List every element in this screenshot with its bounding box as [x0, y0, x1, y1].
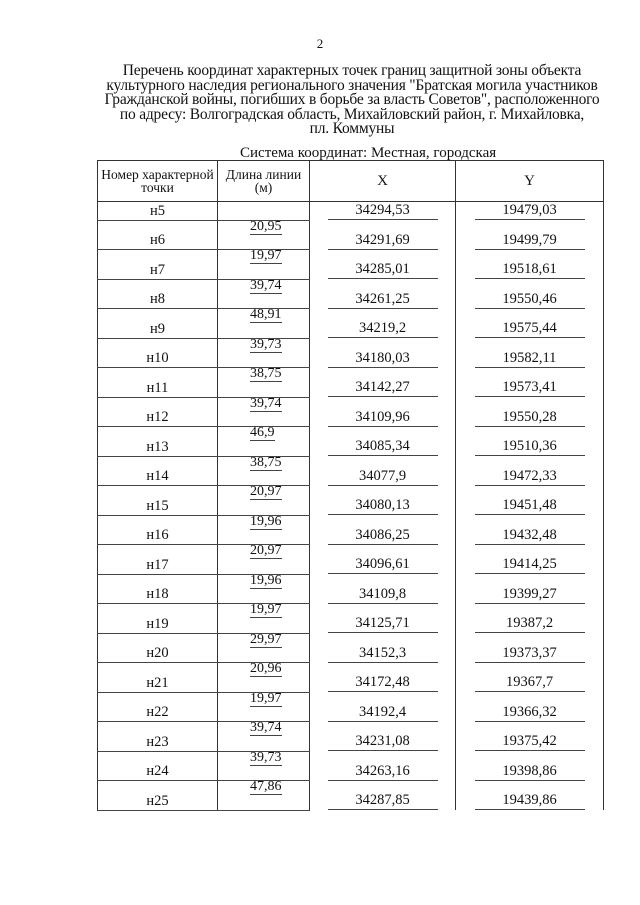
segment-blank — [98, 397, 218, 409]
point-x-cell — [310, 527, 456, 545]
point-y: 19399,27 — [475, 586, 585, 604]
segment-blank — [310, 486, 456, 498]
point-name: н7 — [98, 261, 218, 279]
segment-blank — [456, 279, 604, 291]
point-name: н9 — [98, 320, 218, 338]
segment-blank — [456, 515, 604, 527]
segment-length: 19,97 — [250, 690, 282, 706]
point-x-cell — [310, 320, 456, 338]
point-y: 19387,2 — [475, 615, 585, 633]
point-row — [98, 261, 604, 279]
coordinates-table-body — [98, 202, 604, 811]
header-point-number: Номер характерной точки — [98, 161, 218, 202]
point-row — [98, 674, 604, 692]
segment-blank — [98, 309, 218, 321]
segment-length: 20,95 — [250, 218, 282, 234]
point-name: н8 — [98, 291, 218, 309]
segment-length-cell — [218, 751, 310, 763]
point-name: н20 — [98, 645, 218, 663]
point-y: 19398,86 — [475, 763, 585, 781]
segment-row — [98, 279, 604, 291]
segment-blank — [310, 515, 456, 527]
point-y-cell — [456, 733, 604, 751]
segment-length-cell — [218, 456, 310, 468]
segment-blank — [310, 456, 456, 468]
point-x: 34192,4 — [328, 704, 438, 722]
point-name: н10 — [98, 350, 218, 368]
point-y: 19414,25 — [475, 556, 585, 574]
point-row — [98, 645, 604, 663]
segment-length-cell — [218, 309, 310, 321]
segment-length: 20,96 — [250, 661, 282, 676]
segment-row — [98, 574, 604, 586]
point-x-cell — [310, 556, 456, 574]
segment-blank — [310, 751, 456, 763]
point-y-cell — [456, 763, 604, 781]
segment-blank — [98, 486, 218, 498]
point-x-cell — [310, 438, 456, 456]
point-row — [98, 497, 604, 515]
segment-row — [98, 633, 604, 645]
point-x: 34231,08 — [328, 733, 438, 751]
point-row — [98, 468, 604, 486]
segment-blank — [456, 692, 604, 704]
point-x: 34109,8 — [328, 586, 438, 604]
segment-length: 39,74 — [250, 720, 282, 735]
point-y: 19375,42 — [475, 733, 585, 751]
point-x: 34080,13 — [328, 497, 438, 515]
segment-blank — [456, 368, 604, 380]
segment-row — [98, 309, 604, 321]
segment-length-cell — [218, 604, 310, 616]
point-y-cell — [456, 645, 604, 663]
segment-blank — [98, 250, 218, 262]
point-y-cell — [456, 704, 604, 722]
table-header-row — [98, 161, 604, 202]
point-y-cell — [456, 350, 604, 368]
point-length-cell — [218, 202, 310, 221]
point-x: 34109,96 — [328, 409, 438, 427]
point-row — [98, 320, 604, 338]
point-row — [98, 615, 604, 633]
segment-blank — [456, 309, 604, 321]
point-y-cell — [456, 792, 604, 810]
point-row — [98, 586, 604, 604]
segment-row — [98, 486, 604, 498]
point-y-cell — [456, 232, 604, 250]
point-row — [98, 350, 604, 368]
segment-blank — [456, 633, 604, 645]
point-x: 34263,16 — [328, 763, 438, 781]
segment-length: 29,97 — [250, 631, 282, 647]
segment-length: 20,97 — [250, 543, 282, 558]
point-name: н19 — [98, 615, 218, 633]
segment-row — [98, 751, 604, 763]
point-y: 19432,48 — [475, 527, 585, 545]
segment-blank — [310, 545, 456, 557]
point-x: 34291,69 — [328, 232, 438, 250]
segment-blank — [310, 309, 456, 321]
segment-length: 19,97 — [250, 248, 282, 263]
point-x-cell — [310, 674, 456, 692]
point-y: 19550,46 — [475, 291, 585, 309]
point-name: н16 — [98, 527, 218, 545]
segment-blank — [98, 279, 218, 291]
segment-row — [98, 663, 604, 675]
point-x-cell — [310, 468, 456, 486]
segment-blank — [310, 220, 456, 232]
point-row — [98, 379, 604, 397]
segment-length: 39,74 — [250, 395, 282, 411]
point-y-cell — [456, 556, 604, 574]
point-x-cell — [310, 586, 456, 604]
segment-row — [98, 338, 604, 350]
coordinates-table — [97, 160, 604, 811]
point-name: н22 — [98, 704, 218, 722]
segment-blank — [310, 604, 456, 616]
segment-row — [98, 515, 604, 527]
segment-blank — [98, 220, 218, 232]
point-y: 19575,44 — [475, 320, 585, 338]
point-x: 34294,53 — [328, 202, 438, 220]
point-y-cell — [456, 320, 604, 338]
point-x: 34125,71 — [328, 615, 438, 633]
segment-length: 48,91 — [250, 307, 282, 322]
segment-length: 19,96 — [250, 572, 282, 588]
point-y-cell — [456, 379, 604, 397]
segment-blank — [98, 781, 218, 793]
segment-row — [98, 427, 604, 439]
point-name: н18 — [98, 586, 218, 604]
segment-blank — [456, 663, 604, 675]
point-x: 34085,34 — [328, 438, 438, 456]
segment-blank — [98, 427, 218, 439]
segment-blank — [98, 663, 218, 675]
segment-length: 19,97 — [250, 602, 282, 617]
segment-length-cell — [218, 486, 310, 498]
segment-blank — [98, 751, 218, 763]
segment-blank — [310, 781, 456, 793]
segment-length-cell — [218, 663, 310, 675]
point-y-cell — [456, 202, 604, 221]
segment-blank — [310, 397, 456, 409]
segment-blank — [98, 338, 218, 350]
point-x: 34180,03 — [328, 350, 438, 368]
segment-blank — [98, 456, 218, 468]
point-y: 19373,37 — [475, 645, 585, 663]
point-name: н12 — [98, 409, 218, 427]
segment-blank — [310, 633, 456, 645]
point-y: 19550,28 — [475, 409, 585, 427]
segment-blank — [456, 338, 604, 350]
segment-length-cell — [218, 545, 310, 557]
segment-blank — [98, 574, 218, 586]
segment-row — [98, 397, 604, 409]
point-y: 19472,33 — [475, 468, 585, 486]
point-name: н5 — [98, 202, 218, 221]
segment-length-cell — [218, 781, 310, 793]
point-x: 34172,48 — [328, 674, 438, 692]
segment-blank — [456, 722, 604, 734]
page-number: 2 — [316, 36, 324, 51]
point-x-cell — [310, 379, 456, 397]
point-x: 34086,25 — [328, 527, 438, 545]
segment-length-cell — [218, 722, 310, 734]
segment-row — [98, 456, 604, 468]
coordinate-system-label: Система координат: Местная, городская — [240, 145, 497, 161]
point-name: н15 — [98, 497, 218, 515]
segment-row — [98, 604, 604, 616]
point-name: н6 — [98, 232, 218, 250]
segment-blank — [98, 545, 218, 557]
segment-blank — [310, 722, 456, 734]
point-name: н25 — [98, 792, 218, 810]
point-row — [98, 733, 604, 751]
point-y: 19439,86 — [475, 792, 585, 810]
segment-length-cell — [218, 338, 310, 350]
segment-blank — [456, 574, 604, 586]
segment-length: 38,75 — [250, 366, 282, 381]
segment-length: 39,74 — [250, 277, 282, 293]
point-y-cell — [456, 261, 604, 279]
point-x-cell — [310, 645, 456, 663]
point-row — [98, 704, 604, 722]
point-y-cell — [456, 527, 604, 545]
header-line-length: Длина линии (м) — [218, 161, 310, 202]
point-x: 34287,85 — [328, 792, 438, 810]
point-row — [98, 556, 604, 574]
segment-row — [98, 545, 604, 557]
header-x: X — [310, 161, 456, 202]
segment-blank — [456, 486, 604, 498]
point-name: н13 — [98, 438, 218, 456]
point-row — [98, 763, 604, 781]
segment-blank — [456, 545, 604, 557]
point-y: 19510,36 — [475, 438, 585, 456]
point-x-cell — [310, 763, 456, 781]
segment-blank — [98, 722, 218, 734]
segment-length-cell — [218, 250, 310, 262]
segment-length-cell — [218, 515, 310, 527]
segment-blank — [456, 427, 604, 439]
segment-blank — [98, 515, 218, 527]
segment-row — [98, 722, 604, 734]
point-x-cell — [310, 615, 456, 633]
point-y: 19573,41 — [475, 379, 585, 397]
segment-blank — [310, 692, 456, 704]
point-x-cell — [310, 291, 456, 309]
point-y-cell — [456, 615, 604, 633]
segment-row — [98, 250, 604, 262]
segment-length-cell — [218, 692, 310, 704]
point-y: 19479,03 — [475, 202, 585, 220]
segment-length-cell — [218, 279, 310, 291]
segment-length-cell — [218, 574, 310, 586]
segment-blank — [310, 279, 456, 291]
segment-blank — [456, 604, 604, 616]
point-row — [98, 792, 604, 810]
point-y: 19499,79 — [475, 232, 585, 250]
point-x-cell — [310, 733, 456, 751]
segment-row — [98, 692, 604, 704]
point-y-cell — [456, 497, 604, 515]
segment-length: 39,73 — [250, 749, 282, 765]
segment-blank — [456, 397, 604, 409]
point-y: 19582,11 — [475, 350, 585, 368]
point-x-cell — [310, 704, 456, 722]
segment-blank — [310, 663, 456, 675]
point-x-cell — [310, 497, 456, 515]
point-name: н23 — [98, 733, 218, 751]
point-y: 19367,7 — [475, 674, 585, 692]
point-x: 34261,25 — [328, 291, 438, 309]
point-x-cell — [310, 261, 456, 279]
segment-length-cell — [218, 220, 310, 232]
point-name: н14 — [98, 468, 218, 486]
segment-blank — [456, 250, 604, 262]
segment-length-cell — [218, 397, 310, 409]
point-x: 34152,3 — [328, 645, 438, 663]
point-y: 19366,32 — [475, 704, 585, 722]
segment-blank — [456, 751, 604, 763]
point-y-cell — [456, 409, 604, 427]
segment-length: 19,96 — [250, 513, 282, 529]
point-name: н24 — [98, 763, 218, 781]
segment-length: 38,75 — [250, 454, 282, 470]
point-row — [98, 409, 604, 427]
point-x: 34142,27 — [328, 379, 438, 397]
point-x: 34077,9 — [328, 468, 438, 486]
segment-length-cell — [218, 368, 310, 380]
segment-length-cell — [218, 633, 310, 645]
segment-blank — [98, 604, 218, 616]
segment-blank — [98, 633, 218, 645]
point-y-cell — [456, 291, 604, 309]
point-x-cell — [310, 409, 456, 427]
segment-blank — [310, 338, 456, 350]
point-x-cell — [310, 792, 456, 810]
segment-blank — [98, 692, 218, 704]
segment-blank — [310, 250, 456, 262]
point-x: 34285,01 — [328, 261, 438, 279]
point-y: 19518,61 — [475, 261, 585, 279]
point-y-cell — [456, 468, 604, 486]
point-name: н17 — [98, 556, 218, 574]
segment-row — [98, 781, 604, 793]
point-x: 34096,61 — [328, 556, 438, 574]
point-row — [98, 232, 604, 250]
point-y-cell — [456, 438, 604, 456]
segment-blank — [456, 781, 604, 793]
document-title: Перечень координат характерных точек границ защитной зоны объекта культурного наследия регионального значения "Братская могила участников Гражданской войны, погибших в борьбе за власть Советов", расположенного по адресу: Волгоградская область, Михайловский район, г. Михайловка, пл. Коммуны — [104, 62, 600, 137]
segment-blank — [98, 368, 218, 380]
segment-length: 20,97 — [250, 484, 282, 499]
point-x-cell — [310, 350, 456, 368]
point-x-cell — [310, 232, 456, 250]
segment-blank — [456, 456, 604, 468]
segment-length: 46,9 — [250, 425, 275, 440]
point-x: 34219,2 — [328, 320, 438, 338]
segment-row — [98, 368, 604, 380]
point-row — [98, 291, 604, 309]
segment-row — [98, 220, 604, 232]
point-y-cell — [456, 586, 604, 604]
point-y: 19451,48 — [475, 497, 585, 515]
segment-length: 47,86 — [250, 779, 282, 794]
segment-blank — [456, 220, 604, 232]
header-y: Y — [456, 161, 604, 202]
point-row — [98, 527, 604, 545]
segment-length-cell — [218, 427, 310, 439]
segment-blank — [310, 574, 456, 586]
point-name: н11 — [98, 379, 218, 397]
point-row — [98, 438, 604, 456]
point-y-cell — [456, 674, 604, 692]
segment-blank — [310, 368, 456, 380]
point-row — [98, 202, 604, 221]
segment-blank — [310, 427, 456, 439]
segment-length: 39,73 — [250, 336, 282, 352]
point-name: н21 — [98, 674, 218, 692]
point-x-cell — [310, 202, 456, 221]
